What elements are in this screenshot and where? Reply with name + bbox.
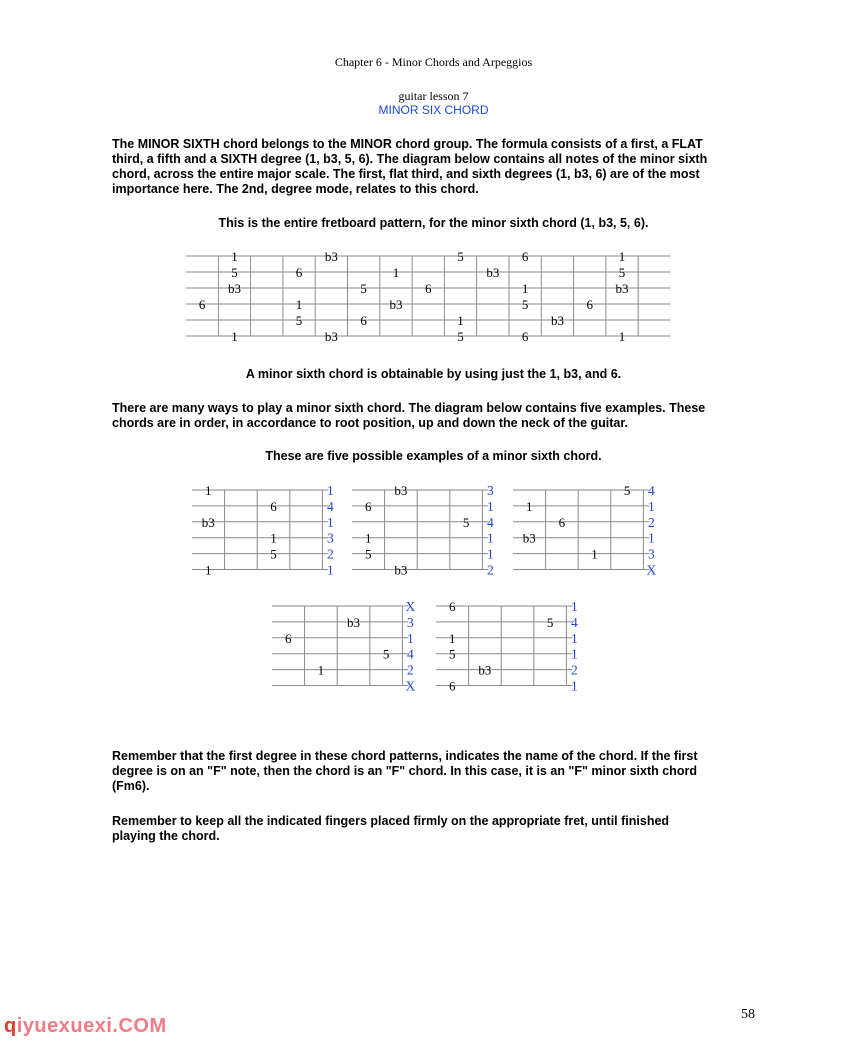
chord-note: 1 bbox=[205, 483, 212, 498]
chord-note: 5 bbox=[382, 646, 390, 662]
fretboard-note: 6 bbox=[521, 329, 529, 344]
lesson-title: MINOR SIX CHORD bbox=[378, 103, 489, 117]
fretboard-note: 5 bbox=[457, 329, 464, 344]
chord-note: 5 bbox=[449, 646, 456, 662]
finger-number: 1 bbox=[648, 530, 655, 546]
fretboard-note: b3 bbox=[324, 329, 338, 344]
fretboard-note: 6 bbox=[360, 313, 367, 328]
finger-number: 1 bbox=[407, 630, 414, 646]
chord-note: 1 bbox=[317, 662, 325, 678]
fretboard-note: 5 bbox=[295, 313, 303, 328]
chord-diagram-4 bbox=[272, 599, 416, 694]
finger-number: 3 bbox=[407, 614, 414, 630]
chord-note: 1 bbox=[526, 498, 533, 514]
watermark-text: iyuexuexi.COM bbox=[16, 1015, 167, 1037]
chord-note: 1 bbox=[591, 546, 598, 562]
intro-paragraph: The MINOR SIXTH chord belongs to the MINOR chord group. The formula consists of a first, a FLAT third, a fifth and a SIXTH degree (1, b3, 5, 6). The diagram below contains all notes of the minor sixth chord, across the entire major scale. The first, flat third, and sixth degrees (1, b3, 6) are of the most importance here. The 2nd, degree mode, relates to this chord. bbox=[112, 137, 708, 196]
chord-note: 5 bbox=[270, 546, 277, 562]
finger-number: 1 bbox=[487, 546, 494, 562]
fretboard-note: b3 bbox=[550, 313, 564, 328]
chord-note: b3 bbox=[478, 662, 492, 678]
finger-number: 1 bbox=[327, 514, 334, 530]
chord-note: 1 bbox=[205, 562, 212, 578]
finger-number: 2 bbox=[407, 662, 414, 678]
remember-root-paragraph: Remember that the first degree in these chord patterns, indicates the name of the chord. If the first degree is on an "F" note, then the chord is an "F" chord. In this case, it is an "F" minor sixth chord (Fm6). bbox=[112, 749, 698, 793]
fretboard-note: 5 bbox=[521, 297, 529, 312]
fretboard-note: 1 bbox=[618, 329, 626, 344]
finger-number: 4 bbox=[407, 646, 414, 662]
fretboard-note: 5 bbox=[457, 249, 464, 264]
finger-number: 1 bbox=[487, 498, 494, 514]
finger-number: 1 bbox=[571, 599, 578, 614]
finger-number: 2 bbox=[487, 562, 494, 578]
finger-number: 1 bbox=[487, 530, 494, 546]
fretboard-note: b3 bbox=[227, 281, 241, 296]
chord-diagram-3 bbox=[513, 483, 657, 578]
finger-number: 1 bbox=[571, 630, 578, 646]
fretboard-note: b3 bbox=[389, 297, 403, 312]
fretboard-note: 5 bbox=[618, 265, 626, 280]
fretboard-note: 1 bbox=[457, 313, 464, 328]
fretboard-note: 5 bbox=[360, 281, 367, 296]
fretboard-note: 1 bbox=[521, 281, 529, 296]
lesson-label: guitar lesson 7 bbox=[398, 89, 469, 103]
finger-number: 3 bbox=[487, 483, 494, 498]
many-ways-paragraph: There are many ways to play a minor sixth chord. The diagram below contains five examples. These chords are in order, in accordance to root position, up and down the neck of the guitar. bbox=[112, 401, 706, 430]
fretboard-diagram bbox=[186, 249, 671, 344]
chord-diagram-1 bbox=[192, 483, 334, 578]
fretboard-note: 1 bbox=[231, 329, 238, 344]
fretboard-caption: This is the entire fretboard pattern, for the minor sixth chord (1, b3, 5, 6). bbox=[218, 216, 649, 230]
chord-note: 1 bbox=[449, 630, 456, 646]
five-examples-caption: These are five possible examples of a minor sixth chord. bbox=[265, 449, 602, 463]
finger-number: X bbox=[405, 599, 416, 614]
chord-note: 6 bbox=[365, 498, 372, 514]
watermark-q: q bbox=[4, 1015, 17, 1037]
obtainable-note: A minor sixth chord is obtainable by using just the 1, b3, and 6. bbox=[245, 367, 622, 381]
finger-number: 2 bbox=[571, 662, 578, 678]
fretboard-note: b3 bbox=[486, 265, 500, 280]
chord-note: 1 bbox=[365, 530, 372, 546]
chord-note: 5 bbox=[546, 614, 554, 630]
chord-note: 5 bbox=[365, 546, 372, 562]
finger-number: 1 bbox=[327, 483, 334, 498]
fretboard-note: 6 bbox=[425, 281, 432, 296]
chord-note: 6 bbox=[449, 678, 456, 694]
finger-number: 4 bbox=[327, 498, 334, 514]
finger-number: 1 bbox=[648, 498, 655, 514]
finger-number: 2 bbox=[648, 514, 655, 530]
fretboard-note: 1 bbox=[392, 265, 400, 280]
fretboard-note: b3 bbox=[615, 281, 629, 296]
chord-note: 1 bbox=[270, 530, 277, 546]
chord-note: b3 bbox=[394, 562, 408, 578]
chord-diagrams bbox=[192, 483, 657, 694]
finger-number: 4 bbox=[648, 483, 655, 498]
finger-number: 3 bbox=[648, 546, 655, 562]
chord-diagram-2 bbox=[352, 483, 494, 578]
fretboard-note: 1 bbox=[618, 249, 626, 264]
chord-note: 6 bbox=[270, 498, 277, 514]
chord-note: 6 bbox=[558, 514, 566, 530]
finger-number: 3 bbox=[327, 530, 334, 546]
fretboard-note: 1 bbox=[295, 297, 303, 312]
fretboard-note: 5 bbox=[231, 265, 238, 280]
fretboard-note: 6 bbox=[521, 249, 529, 264]
watermark-logo bbox=[4, 1015, 167, 1038]
fretboard-note: 6 bbox=[295, 265, 303, 280]
finger-number: 2 bbox=[327, 546, 334, 562]
finger-number: X bbox=[405, 678, 416, 694]
chord-note: 5 bbox=[623, 483, 631, 498]
fretboard-note: 6 bbox=[586, 297, 593, 312]
finger-number: X bbox=[646, 562, 657, 578]
finger-number: 4 bbox=[571, 614, 578, 630]
finger-number: 1 bbox=[571, 678, 578, 694]
chapter-header: Chapter 6 - Minor Chords and Arpeggios bbox=[334, 55, 533, 69]
page-number: 58 bbox=[741, 1007, 755, 1022]
remember-fingers-paragraph: Remember to keep all the indicated fingers placed firmly on the appropriate fret, until finished playing the chord. bbox=[112, 814, 670, 843]
chord-note: b3 bbox=[522, 530, 536, 546]
chord-note: 6 bbox=[285, 630, 292, 646]
chord-note: 6 bbox=[449, 599, 456, 614]
chord-note: b3 bbox=[201, 514, 215, 530]
fretboard-note: b3 bbox=[324, 249, 338, 264]
finger-number: 1 bbox=[571, 646, 578, 662]
finger-number: 4 bbox=[487, 514, 494, 530]
finger-number: 1 bbox=[327, 562, 334, 578]
chord-note: b3 bbox=[347, 614, 360, 630]
fretboard-note: 1 bbox=[231, 249, 238, 264]
chord-note: b3 bbox=[394, 483, 408, 498]
fretboard-note: 6 bbox=[198, 297, 206, 312]
chord-note: 5 bbox=[462, 514, 470, 530]
chord-diagram-5 bbox=[436, 599, 578, 694]
